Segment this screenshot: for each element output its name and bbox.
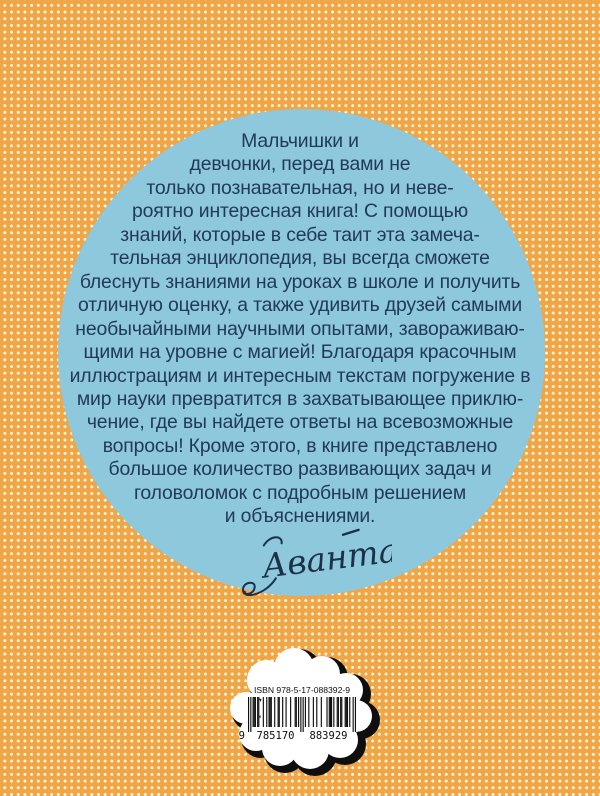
barcode-digits-left: 785170 [256, 730, 295, 742]
blurb-line: роятно интересная книга! С помощью [132, 200, 468, 223]
publisher-logo [228, 526, 392, 596]
blurb-line: мир науки превратится в захватывающее приклю- [76, 387, 524, 410]
blurb-line: иллюстрациям и интересным текстам погружение в [69, 364, 531, 387]
blurb-line: только познавательная, но и неве- [146, 176, 454, 199]
blurb-line: большое количество развивающих задач и [108, 458, 492, 481]
blurb-line: вопросы! Кроме этого, в книге представлено [102, 434, 498, 457]
logo-t-bar [343, 530, 359, 535]
blurb-line: необычайными научными опытами, завораживаю- [75, 317, 525, 340]
isbn-label: ISBN 978-5-17-088392-9 [253, 685, 351, 695]
blurb-line: Мальчишки и [241, 130, 359, 152]
blurb-line: щими на уровне с магией! Благодаря красочным [83, 341, 517, 364]
barcode-digit-first: 9 [238, 730, 245, 742]
blurb-line: тельная энциклопедия, вы всегда сможете [110, 247, 490, 270]
publisher-logo-text: Аванта [259, 530, 392, 586]
isbn-cloud [222, 638, 386, 786]
blurb-line: головоломок с подробным решением [133, 481, 467, 504]
blurb-line: девчонки, перед вами не [189, 153, 411, 176]
blurb-text [0, 130, 600, 529]
blurb-line: чение, где вы найдете ответы на всевозможные [86, 411, 514, 434]
blurb-line: отличную оценку, а также удивить друзей самыми [78, 294, 522, 317]
barcode-digits-right: 883929 [309, 730, 348, 742]
blurb-line: и объяснениями. [224, 505, 376, 528]
blurb-line: блеснуть знаниями на уроках в школе и получить [79, 270, 521, 293]
blurb-line: знаний, которые в себе таит эта замеча- [120, 223, 480, 246]
